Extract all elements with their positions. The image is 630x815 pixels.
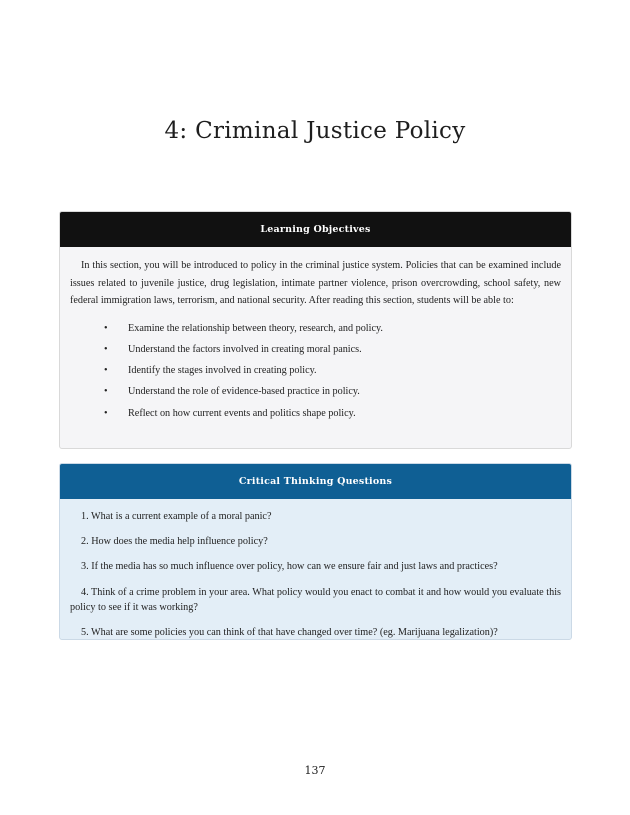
bullet-icon: • [104,365,108,377]
page-number: 137 [304,764,326,777]
question-item: 5. What are some policies you can think of that have changed over time? (eg. Marijuana legalization)? [81,626,498,638]
learning-objectives-header: Learning Objectives [60,212,571,247]
list-item [104,403,571,424]
critical-thinking-header: Critical Thinking Questions [60,464,571,499]
bullet-icon: • [104,407,108,419]
list-item [104,339,571,360]
objective-text: Reflect on how current events and politics shape policy. [128,407,356,419]
question-item: 4. Think of a crime problem in your area. What policy would you enact to combat it and how would you evaluate this policy to see if it was working? [70,586,561,613]
bullet-icon: • [104,322,108,334]
critical-thinking-box [59,463,572,640]
bullet-icon: • [104,343,108,355]
question-item: 2. How does the media help influence policy? [81,536,268,548]
page-title: 4: Criminal Justice Policy [164,118,466,144]
list-item [104,318,571,339]
objective-text: Identify the stages involved in creating policy. [128,365,317,377]
objective-text: Understand the role of evidence-based practice in policy. [128,386,360,398]
learning-objectives-list [60,318,571,424]
objective-text: Understand the factors involved in creating moral panics. [128,343,362,355]
list-item [104,381,571,402]
question-item: 1. What is a current example of a moral panic? [81,511,272,522]
learning-objectives-intro: In this section, you will be introduced to policy in the criminal justice system. Policies that can be examined include issues related to juvenile justice, drug legislation, intimate partner violence, prison overcrowding, school safety, new federal immigration laws, terrorism, and national security. After reading this section, students will be able to: [70,260,561,306]
list-item [104,360,571,381]
bullet-icon: • [104,386,108,398]
critical-thinking-questions [70,509,561,640]
objective-text: Examine the relationship between theory, research, and policy. [128,322,383,334]
learning-objectives-box [59,211,572,449]
question-item: 3. If the media has so much influence over policy, how can we ensure fair and just laws and practices? [81,561,498,573]
